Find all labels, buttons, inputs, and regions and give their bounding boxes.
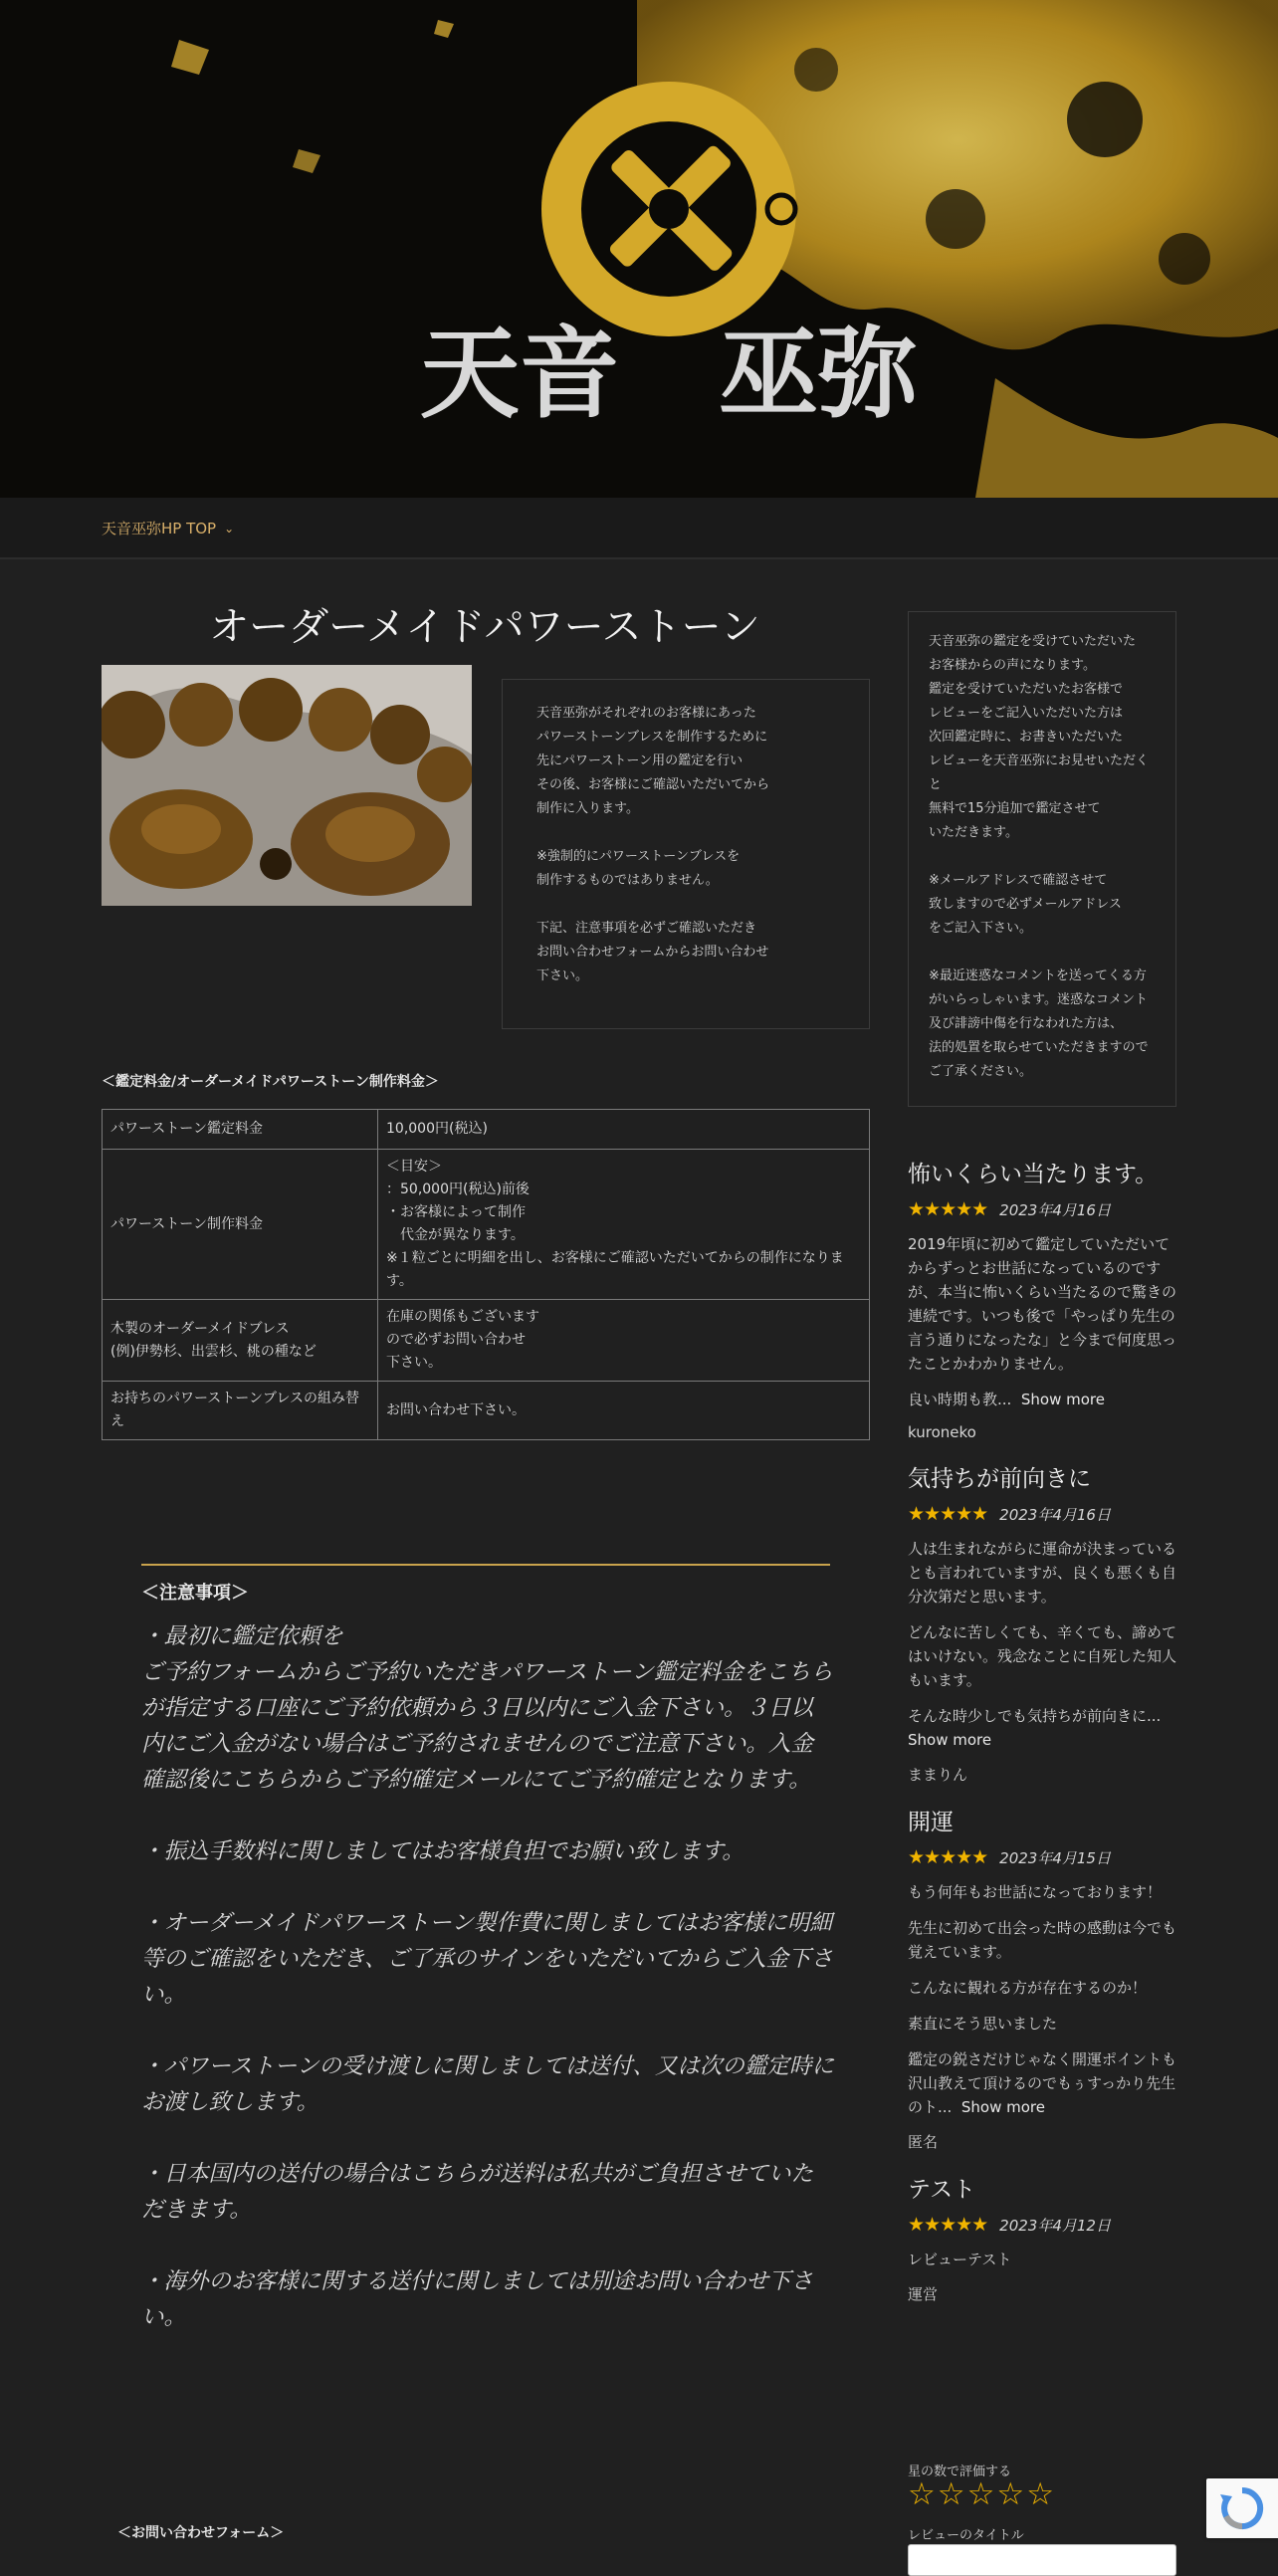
review-title-input[interactable] [908,2544,1176,2576]
crest-logo-icon [541,82,796,336]
recaptcha-badge[interactable] [1206,2478,1278,2538]
review-excerpt [908,2047,1178,2119]
review-date: 2023年4月12日 [999,2216,1111,2235]
star-rating: ★★★★★ [908,1846,988,1868]
review-text: どんなに苦しくても、辛くても、諦めてはいけない。残念なことに自死した知人もいます。 [908,1623,1177,1689]
hero-artwork [0,0,1278,498]
table-cell-label: パワーストーン制作料金 [103,1150,378,1300]
review-date: 2023年4月16日 [999,1200,1111,1219]
review-excerpt [908,1388,1178,1411]
review-card [908,2174,1178,2304]
star-rating: ★★★★★ [908,1503,988,1525]
fee-table [102,1109,870,1440]
table-cell-label: パワーストーン鑑定料金 [103,1110,378,1150]
notice-item: ・パワーストーンの受け渡しに関しましては送付、又は次の鑑定時にお渡し致します。 [141,2053,834,2115]
star-outline-icon[interactable]: ☆ [937,2476,965,2512]
notice-divider [141,1564,830,1566]
review-text: 2019年頃に初めて鑑定していただいてからずっとお世話になっているのですが、本当に怖いくらい当たるので驚きの連続です。いつも後で「やっぱり先生の言う通りになったな」と今まで何度思ったことかわかりません。 [908,1235,1177,1373]
table-cell-value: 在庫の関係もございます ので必ずお問い合わせ 下さい。 [378,1300,870,1382]
rating-input [908,2478,1054,2510]
page-title: オーダーメイドパワーストーン [209,604,760,650]
review-date: 2023年4月15日 [999,1848,1111,1867]
review-text: 素直にそう思いました [908,2015,1058,2033]
notice-list [141,1618,834,2371]
star-outline-icon[interactable]: ☆ [1026,2476,1054,2512]
table-row [103,1110,870,1150]
review-date: 2023年4月16日 [999,1505,1111,1524]
notice-item: ・オーダーメイドパワーストーン製作費に関しましてはお客様に明細等のご確認をいただき、ご了承のサインをいただいてからご入金下さい。 [141,1910,834,2008]
table-row [103,1300,870,1382]
review-card [908,1807,1178,2152]
review-excerpt-text: 鑑定の鋭さだけじゃなく開運ポイントも沢山教えて頂けるのでもぅすっかり先生のト... [908,2050,1177,2116]
review-text: レビューテスト [908,2251,1012,2268]
table-row [103,1150,870,1300]
sidebar-info-text: 天音巫弥の鑑定を受けていただいた お客様からの声になります。 鑑定を受けていただいたお客様で レビューをご記入いただいた方は 次回鑑定時に、お書きいただいた レビューを天音巫弥にお見せいただく と 無料で15分追加で鑑定させて いただきます。 ※メールアドレスで確認させて 致しますので必ずメールアドレス をご記入下さい。 ※最近迷惑なコメントを送ってくる方 がいらっしゃいます。迷惑なコメント 及び誹謗中傷を行なわれた方は、 法的処置を取らせていただきますので ご了承ください。 [929,634,1150,1079]
show-more-link[interactable]: Show more [960,2098,1045,2116]
table-row [103,1382,870,1440]
show-more-link[interactable]: Show more [908,1731,992,1749]
review-excerpt [908,1704,1178,1752]
notice-item: ・最初に鑑定依頼を ご予約フォームからご予約いただきパワーストーン鑑定料金をこちらが指定する口座にご予約依頼から３日以内にご入金下さい。３日以内にご入金がない場合はご予約されませんのでご注意下さい。入金確認後にこちらからご予約確定メールにてご予約確定となります。 [141,1623,833,1793]
table-cell-label: お持ちのパワーストーンブレスの組み替え [103,1382,378,1440]
notice-item: ・海外のお客様に関する送付に関しましては別途お問い合わせ下さい。 [141,2268,814,2330]
review-text: 人は生まれながらに運命が決まっているとも言われていますが、良くも悪くも自分次第だと思います。 [908,1540,1177,1606]
review-title: テスト [908,2177,976,2203]
review-meta [908,1503,1178,1525]
review-card [908,1463,1178,1785]
show-more-link[interactable]: Show more [1020,1391,1105,1408]
chevron-down-icon: ⌄ [224,521,235,536]
notice-item: ・振込手数料に関しましてはお客様負担でお願い致します。 [141,1838,745,1864]
star-outline-icon[interactable]: ☆ [966,2476,995,2512]
table-cell-value: お問い合わせ下さい。 [378,1382,870,1440]
review-author: 運営 [908,2285,939,2303]
review-title: 怖いくらい当たります。 [908,1162,1159,1187]
review-text: もう何年もお世話になっております！ [908,1883,1163,1901]
rating-label: 星の数で評価する [908,2465,1012,2479]
product-image [102,665,472,906]
reviews-list [908,1159,1178,2326]
table-cell-value: 10,000円(税込) [378,1110,870,1150]
star-outline-icon[interactable]: ☆ [996,2476,1025,2512]
review-text: 先生に初めて出会った時の感動は今でも覚えています。 [908,1919,1177,1961]
table-cell-value: ＜目安＞ ：50,000円(税込)前後 ・お客様によって制作 代金が異なります。 ※１粒ごとに明細を出し、お客様にご確認いただいてからの制作になります。 [378,1150,870,1300]
table-cell-label: 木製のオーダーメイドブレス (例)伊勢杉、出雲杉、桃の種など [103,1300,378,1382]
review-title-label: レビューのタイトル [908,2528,1024,2543]
star-rating: ★★★★★ [908,1198,988,1220]
intro-text: 天音巫弥がそれぞれのお客様にあった パワーストーンブレスを制作するために 先にパワーストーン用の鑑定を行い その後、お客様にご確認いただいてから 制作に入ります。 ※強制的にパワーストーンブレスを 制作するものではありません。 下記、注意事項を必ずご確認いただき お問い合わせフォームからお問い合わせ 下さい。 [536,706,770,983]
review-meta [908,1198,1178,1220]
notice-item: ・日本国内の送付の場合はこちらが送料は私共がご負担させていただきます。 [141,2161,814,2223]
review-excerpt-text: そんな時少しでも気持ちが前向きに... [908,1707,1162,1725]
sidebar-info-box [908,611,1176,1107]
hero-banner [0,0,1278,498]
review-title: 開運 [908,1810,954,1835]
navbar [0,498,1278,559]
nav-top-label: 天音巫弥HP TOP [102,520,217,537]
review-excerpt-text: 良い時期も教... [908,1391,1012,1408]
recaptcha-icon [1206,2478,1278,2538]
review-meta [908,1846,1178,1868]
brand-text: 天音 巫弥 [420,316,918,432]
review-author: ままりん [908,1766,968,1784]
intro-box [502,679,870,1029]
notice-title: ＜注意事項＞ [141,1583,249,1604]
fee-heading: ＜鑑定料金/オーダーメイドパワーストーン制作料金＞ [102,1074,439,1090]
review-text: こんなに観れる方が存在するのか！ [908,1979,1148,1997]
review-author: 匿名 [908,2133,939,2151]
star-rating: ★★★★★ [908,2214,988,2236]
tiger-eye-bracelet-image [102,665,472,906]
review-card [908,1159,1178,1441]
star-outline-icon[interactable]: ☆ [908,2476,936,2512]
nav-top-link[interactable] [102,518,234,538]
review-meta [908,2214,1178,2236]
review-author: kuroneko [908,1423,976,1441]
review-title: 気持ちが前向きに [908,1466,1091,1492]
contact-heading: ＜お問い合わせフォーム＞ [117,2525,285,2541]
